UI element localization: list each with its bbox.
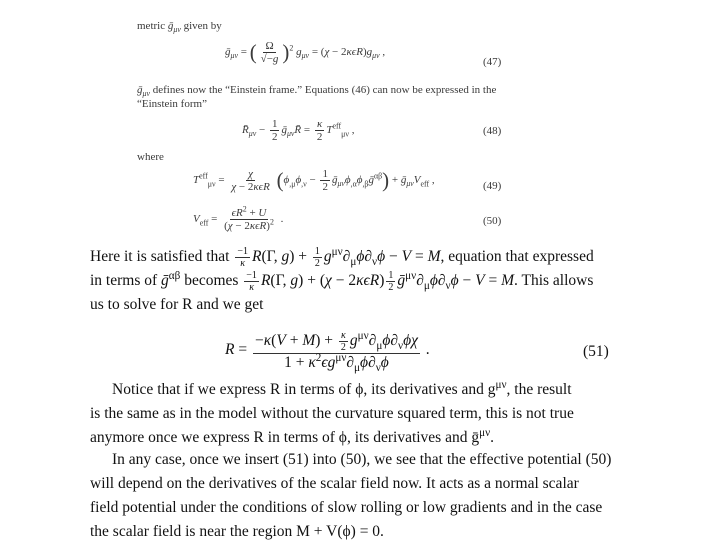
para1-line-2: in terms of ḡ$^{\alpha\beta}$ becomes $\frac{-1}{\kappa}$ R(Γ, g) + (χ − 2κϵR) $\frac{1}{2}$ $ḡ^{\mu\nu}\partial_\mu\phi\partial_\nu\phi - V = M$. This allows (90, 269, 594, 293)
eq49-number: (49) (483, 180, 502, 192)
equation-49: $T^{eff}_{\mu\nu}$ = $\frac{\chi}{\text{χ − 2κϵR}}$ ($\phi_{,\mu}\phi_{,\nu}$ − $\frac{1}{2}$ $ḡ_{\mu\nu}\phi_{,\alpha}\phi_{,\beta}ḡ^{\alpha\beta}$) + $ḡ_{\mu\nu}V_{eff}$ , (193, 168, 435, 194)
scan-intro-line: metric ḡ$_{\mu\nu}$ given by (137, 20, 222, 35)
eq51-number: (51) (583, 343, 609, 360)
paragraph-3 (90, 448, 620, 544)
intro-given-text: given by (183, 20, 222, 32)
para2-line3-end: . (490, 429, 495, 447)
para3-line-2: will depend on the derivatives of the scalar field now. It acts as a normal scalar (90, 475, 579, 493)
eq50-number: (50) (483, 215, 502, 227)
equation-47: ḡ$_{\mu\nu}$ = ( $\frac{\Omega}{√-g}$ )$^2$ $g_{\mu\nu} = (\chi - 2\kappa\epsilon R)g_{\mu\nu}$ , (225, 40, 386, 66)
para1-line1-a: Here it is satisfied that (90, 248, 230, 265)
para1-line-3: us to solve for R and we get (90, 296, 264, 314)
para1-line1-b: , equation that expressed (440, 248, 594, 265)
para3-line-4: the scalar field is near the region M + V(ϕ) = 0. (90, 523, 384, 541)
para1-line2-a: in terms of (90, 272, 158, 290)
after47-line-a: defines now the “Einstein frame.” Equations (46) can now be expressed in the (152, 84, 497, 96)
para2-line-2: is the same as in the model without the curvature squared term, this is not true (90, 405, 574, 423)
para1-line-1: Here it is satisfied that $\frac{-1}{\kappa}$ R(Γ, g) + $\frac{1}{2}$ $g^{\mu\nu}\partial_\mu\phi\partial_\nu\phi - V = M$, equation that expressed (90, 245, 594, 269)
para2-line1-end: , the result (506, 381, 572, 398)
para3-line-1: In any case, once we insert (51) into (50), we see that the effective potential (50) (112, 451, 612, 468)
para2-line3-text: anymore once we express R in terms of ϕ, its derivatives and ḡ (90, 429, 480, 447)
para2-line3-sup: μν (479, 426, 491, 439)
eq48-number: (48) (483, 125, 502, 137)
scan-after47: ḡ$_{\mu\nu}$ defines now the “Einstein frame.” Equations (46) can now be expressed in the “Einstein form” (137, 84, 497, 110)
intro-metric-text: metric (137, 20, 166, 32)
eq47-number: (47) (483, 56, 502, 68)
para1-line2-b: becomes (184, 272, 239, 290)
equation-51: R = −κ(V + M) + $\frac{\kappa}{2}$ $g^{\mu\nu}\partial_\mu\phi\partial_\nu\phi\chi$ $1 + \kappa^2\epsilon g^{\mu\nu}\partial_\mu\phi\partial_\nu\phi$ . (225, 329, 430, 375)
para1-line2-c: . This allows (514, 272, 594, 290)
para2-line-1 (90, 378, 620, 402)
para2-line1-sup: μν (495, 378, 507, 391)
after47-line-b: “Einstein form” (137, 97, 207, 110)
para2-line1-text: Notice that if we express R in terms of ϕ, its derivatives and g (112, 381, 496, 398)
where-label: where (137, 151, 164, 163)
paragraph-1 (90, 245, 610, 317)
para2-line-3 (90, 426, 620, 450)
paragraph-2 (90, 378, 620, 450)
equation-48: $R̄_{\mu\nu}$ − $\frac{1}{2}$ ḡ$_{\mu\nu}$R̄ = $\frac{\kappa}{2}$ $T^{eff}_{\mu\nu}$ , (242, 118, 355, 144)
equation-50: $V_{eff}$ = $\frac{\epsilon R^2 + U}{(\chi - 2\kappa\epsilon R)^2}$ . (193, 204, 284, 233)
para3-line-3: field potential under the conditions of slow rolling or low gradients and in the case (90, 499, 603, 517)
